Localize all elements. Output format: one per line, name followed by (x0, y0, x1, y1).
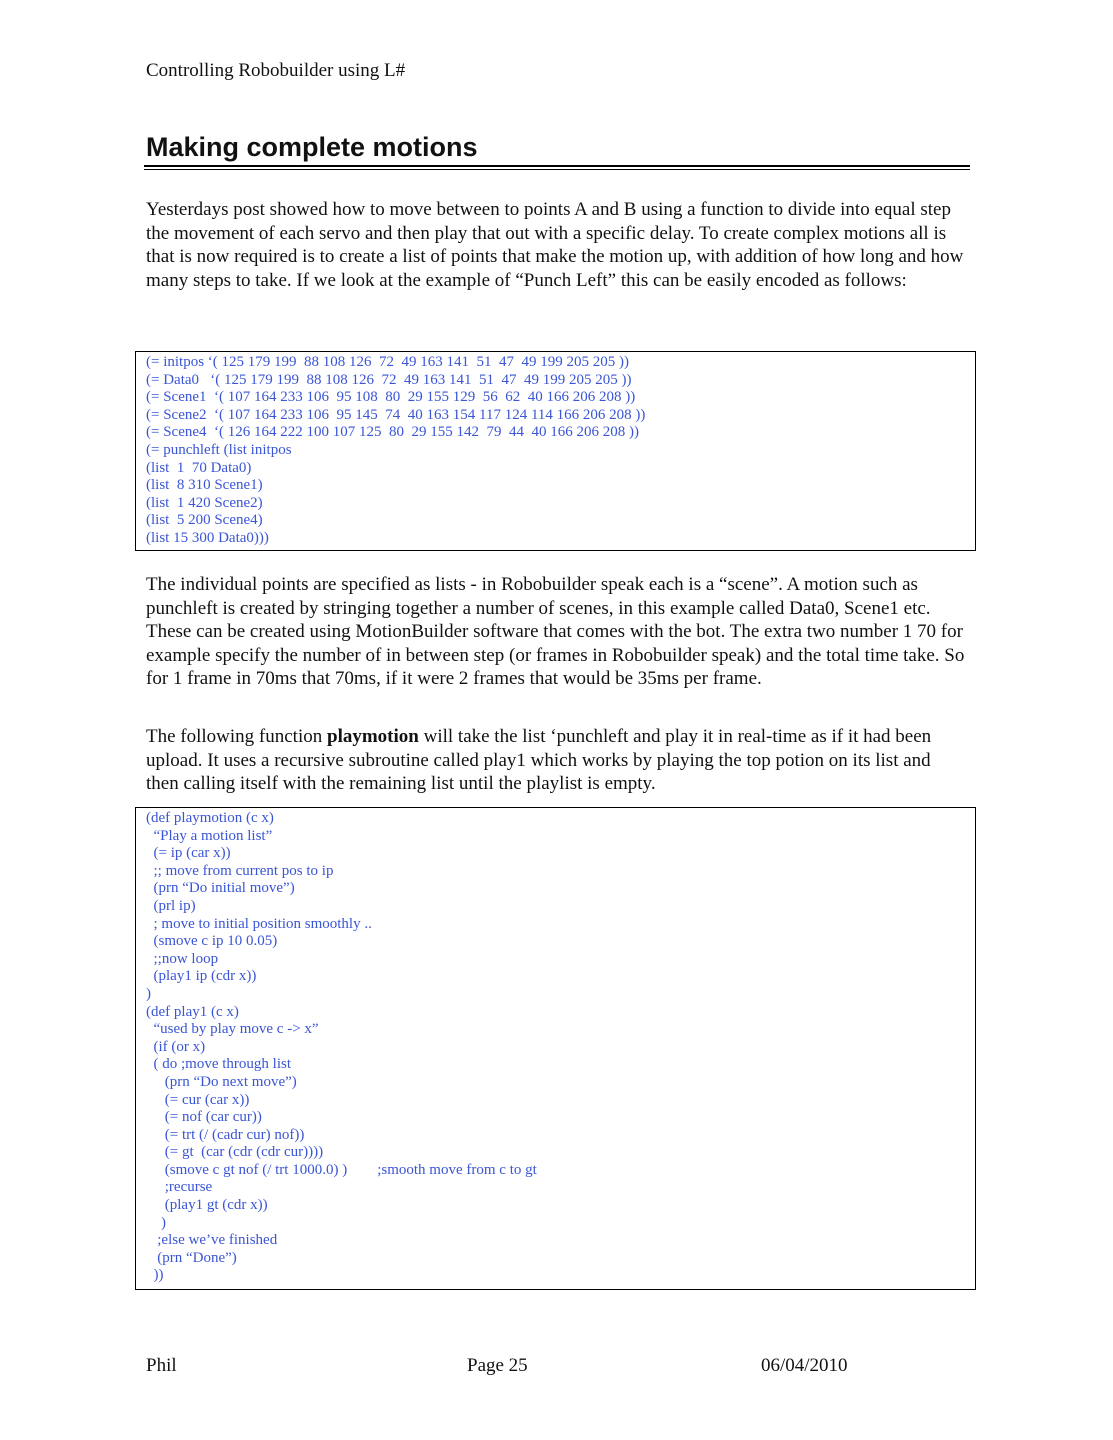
section-title: Making complete motions (146, 132, 478, 162)
scenes-paragraph: The individual points are specified as lists - in Robobuilder speak each is a “scene”. A motion such as punchleft is created by stringing together a number of scenes, in this example called Data0, Scene1 etc. These can be created using MotionBuilder software that comes with the bot. The extra two number 1 70 for example specify the number of in between step (or frames in Robobuilder speak) and the total time take. So for 1 frame in 70ms that 70ms, if it were 2 frames that would be 35ms per frame. (146, 574, 965, 689)
text: will take the list ‘punchleft and play it in real-time as if it had been upload. It uses a recursive subroutine called play1 which works by playing the top potion on its list and then calling itself with the remaining list until the playlist is empty. (146, 726, 932, 794)
punchleft-code-block: (= initpos ‘( 125 179 199 88 108 126 72 49 163 141 51 47 49 199 205 205 )) (= Data0 ‘( 125 179 199 88 108 126 72 49 163 141 51 47 49 199 205 205 )) (= Scene1 ‘( 107 164 233 106 95 108 80 29 155 129 56 62 40 166 206 208 )) (= Scene2 ‘( 107 164 233 106 95 145 74 40 163 154 117 124 114 166 206 208 )) (= Scene4 ‘( 126 164 222 100 107 125 80 29 155 142 79 44 40 166 206 208 )) (= punchleft (list initpos (list 1 70 Data0) (list 8 310 Scene1) (list 1 420 Scene2) (list 5 200 Scene4) (list 15 300 Data0))) (135, 351, 976, 551)
playmotion-code-block: (def playmotion (c x) “Play a motion list” (= ip (car x)) ;; move from current pos to ip (prn “Do initial move”) (prl ip) ; move to initial position smoothly .. (smove c ip 10 0.05) ;;now loop (play1 ip (cdr x)) ) (def play1 (c x) “used by play move c -> x” (if (or x) ( do ;move through list (prn “Do next move”) (= cur (car x)) (= nof (car cur)) (= trt (/ (cadr cur) nof)) (= gt (car (cdr (cdr cur)))) (smove c gt nof (/ trt 1000.0) ) ;smooth move from c to gt ;recurse (play1 gt (cdr x)) ) ;else we’ve finished (prn “Done”) )) (135, 807, 976, 1290)
function-name: playmotion (327, 726, 419, 747)
footer-page-number: Page 25 (467, 1355, 528, 1376)
intro-paragraph: Yesterdays post showed how to move between to points A and B using a function to divide into equal step the movement of each servo and then play that out with a specific delay. To create complex motions all is that is now required is to create a list of points that make the motion up, with addition of how long and how many steps to take. If we look at the example of “Punch Left” this can be easily encoded as follows: (146, 199, 964, 291)
playmotion-paragraph (146, 725, 966, 796)
text: The following function (146, 726, 327, 747)
title-rule (144, 165, 970, 170)
footer-author: Phil (146, 1355, 177, 1376)
footer-date: 06/04/2010 (761, 1355, 848, 1376)
running-header: Controlling Robobuilder using L# (146, 60, 406, 81)
